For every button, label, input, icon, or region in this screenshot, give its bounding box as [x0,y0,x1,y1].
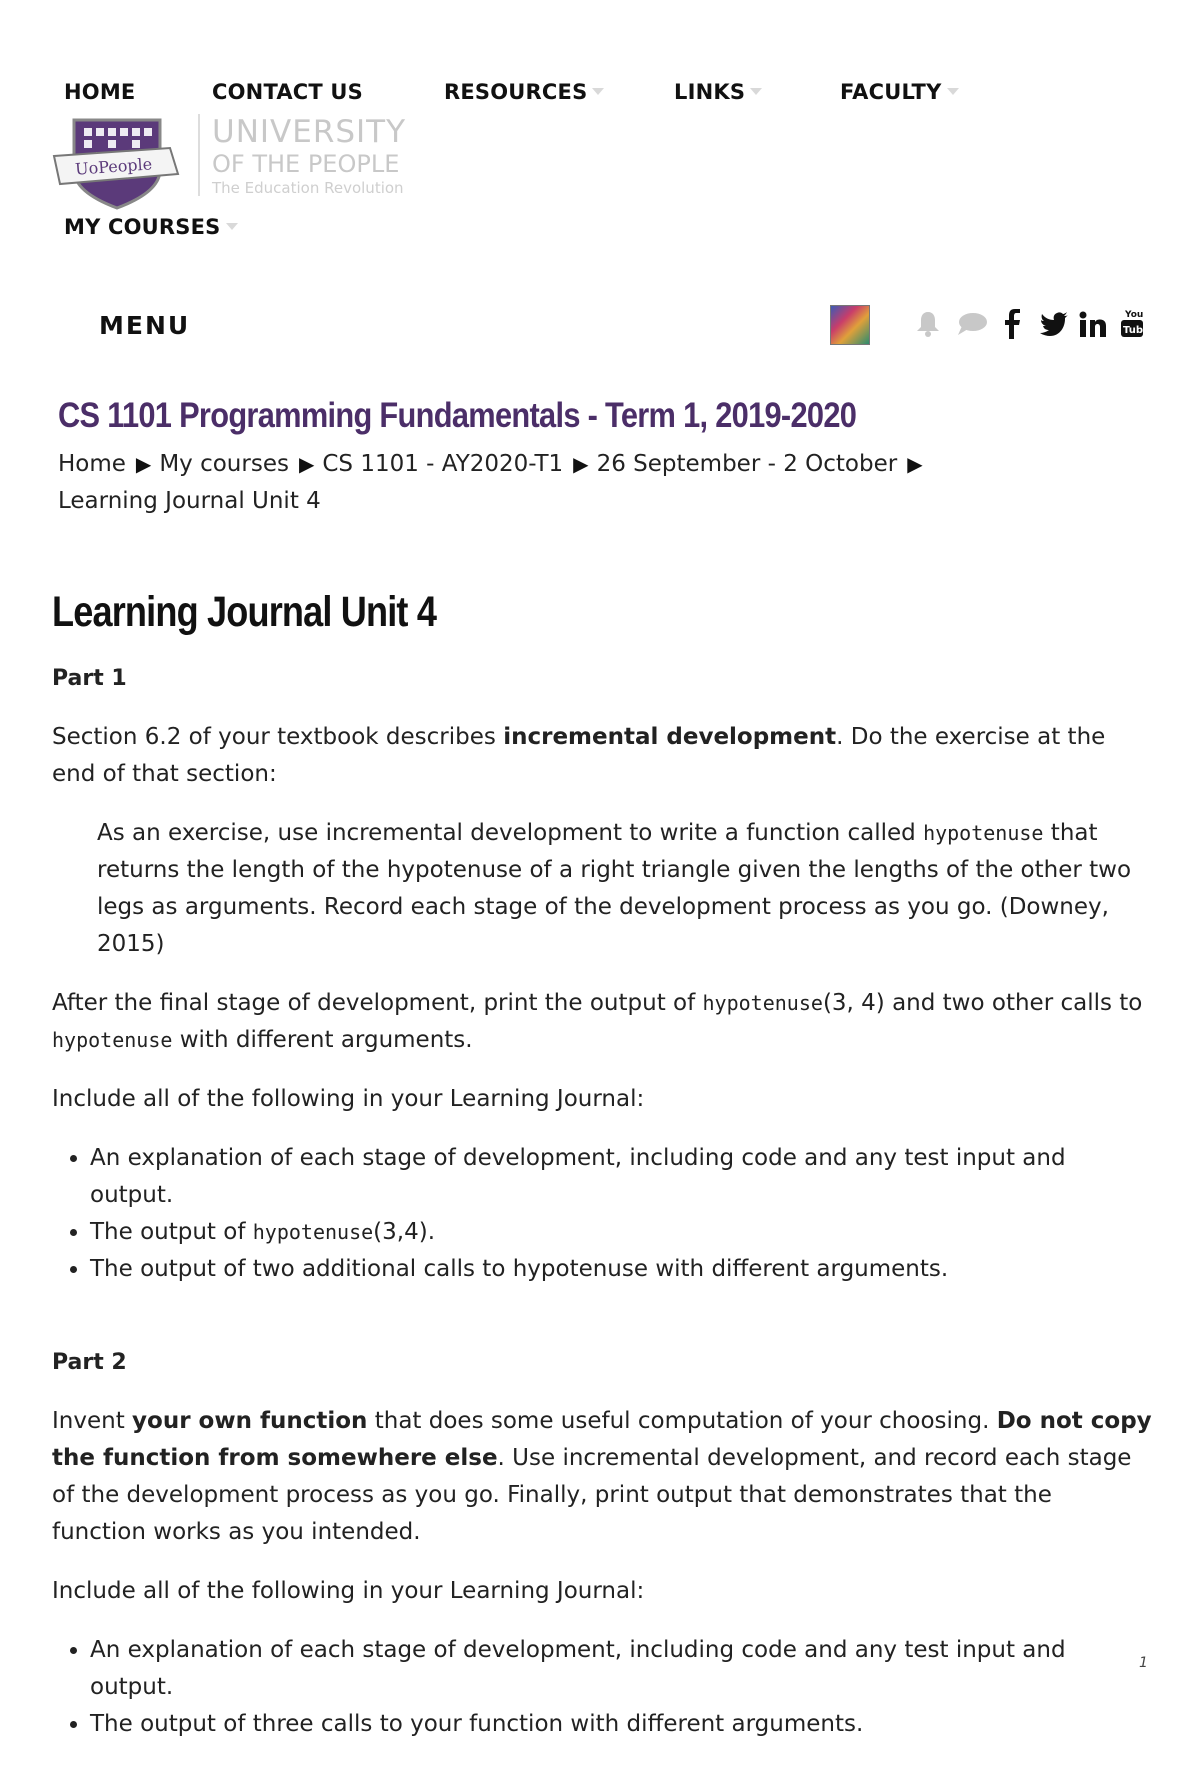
chat-icon[interactable] [955,306,989,342]
part1-intro: Section 6.2 of your textbook describes incremental development. Do the exercise at the end of that section: [52,724,1106,787]
linkedin-icon[interactable] [1077,306,1109,342]
breadcrumb [58,446,958,520]
nav-faculty-label: FACULTY [840,80,942,104]
list-item: • An explanation of each stage of development, including code and any test input and output. [90,1140,1152,1214]
page-title: Learning Journal Unit 4 [52,588,437,636]
page-number: 1 [1139,1655,1148,1671]
top-nav [64,80,1164,110]
avatar[interactable] [830,305,870,345]
nav-my-courses-label: MY COURSES [64,215,221,239]
logo-line2: OF THE PEOPLE [212,150,400,178]
breadcrumb-separator-icon: ▶ [907,452,923,476]
list-item: • The output of two additional calls to hypotenuse with different arguments. [90,1251,1152,1288]
nav-my-courses[interactable] [64,215,238,239]
nav-home[interactable]: HOME [64,80,136,104]
part1-after: After the final stage of development, print the output of hypotenuse(3, 4) and two other calls to hypotenuse with different arguments. [52,990,1143,1053]
assignment-content [52,660,1152,1765]
uopeople-shield-icon [52,112,182,212]
chevron-down-icon [592,88,604,95]
facebook-icon[interactable] [1001,306,1025,342]
logo-wordmark [198,114,406,196]
breadcrumb-home[interactable]: Home [58,451,126,477]
nav-resources[interactable] [444,80,604,104]
part1-heading: Part 1 [52,666,127,691]
breadcrumb-week[interactable]: 26 September - 2 October [596,451,898,477]
nav-links[interactable] [674,80,762,104]
chevron-down-icon [226,223,238,230]
site-logo[interactable] [52,112,432,212]
breadcrumb-current: Learning Journal Unit 4 [58,488,321,514]
logo-line1: UNIVERSITY [212,114,407,150]
course-title[interactable]: CS 1101 Programming Fundamentals - Term 1, 2019-2020 [58,396,857,435]
breadcrumb-separator-icon: ▶ [573,452,589,476]
logo-badge-text: UoPeople [74,154,153,179]
menu-button[interactable]: MENU [99,311,191,340]
textbook-quote: As an exercise, use incremental development to write a function called hypotenuse that returns the length of the hypotenuse of a right triangle given the lengths of the other two legs as arguments. Record each stage of the development process as you go. (Downey, 2015) [97,820,1132,957]
list-item: • An explanation of each stage of development, including code and any test input and output. [90,1632,1152,1706]
nav-resources-label: RESOURCES [444,80,588,104]
list-item: • The output of three calls to your function with different arguments. [90,1706,1152,1743]
svg-text:Tube: Tube [1123,325,1150,336]
breadcrumb-course[interactable]: CS 1101 - AY2020-T1 [322,451,564,477]
twitter-icon[interactable] [1038,306,1070,342]
svg-text:You: You [1125,310,1144,320]
part2-description: Invent your own function that does some useful computation of your choosing. Do not copy the function from somewhere else. Use incremental development, and record each stage of the development process as you go. Finally, print output that demonstrates that the function works as you intended. [52,1408,1152,1545]
list-item: • The output of hypotenuse(3,4). [90,1214,1152,1251]
part1-include: Include all of the following in your Learning Journal: [52,1086,645,1112]
part2-include: Include all of the following in your Learning Journal: [52,1578,645,1604]
breadcrumb-separator-icon: ▶ [135,452,152,476]
breadcrumb-separator-icon: ▶ [298,452,315,476]
logo-line3: The Education Revolution [212,179,404,197]
part2-heading: Part 2 [52,1350,127,1375]
youtube-icon[interactable] [1118,306,1150,342]
nav-contact-us[interactable]: CONTACT US [212,80,364,104]
chevron-down-icon [750,88,762,95]
nav-links-label: LINKS [674,80,746,104]
bell-icon[interactable] [913,306,943,342]
nav-faculty[interactable] [840,80,959,104]
chevron-down-icon [947,88,959,95]
part1-list [52,1140,1152,1288]
part2-list [52,1632,1152,1743]
breadcrumb-my-courses[interactable]: My courses [159,451,289,477]
